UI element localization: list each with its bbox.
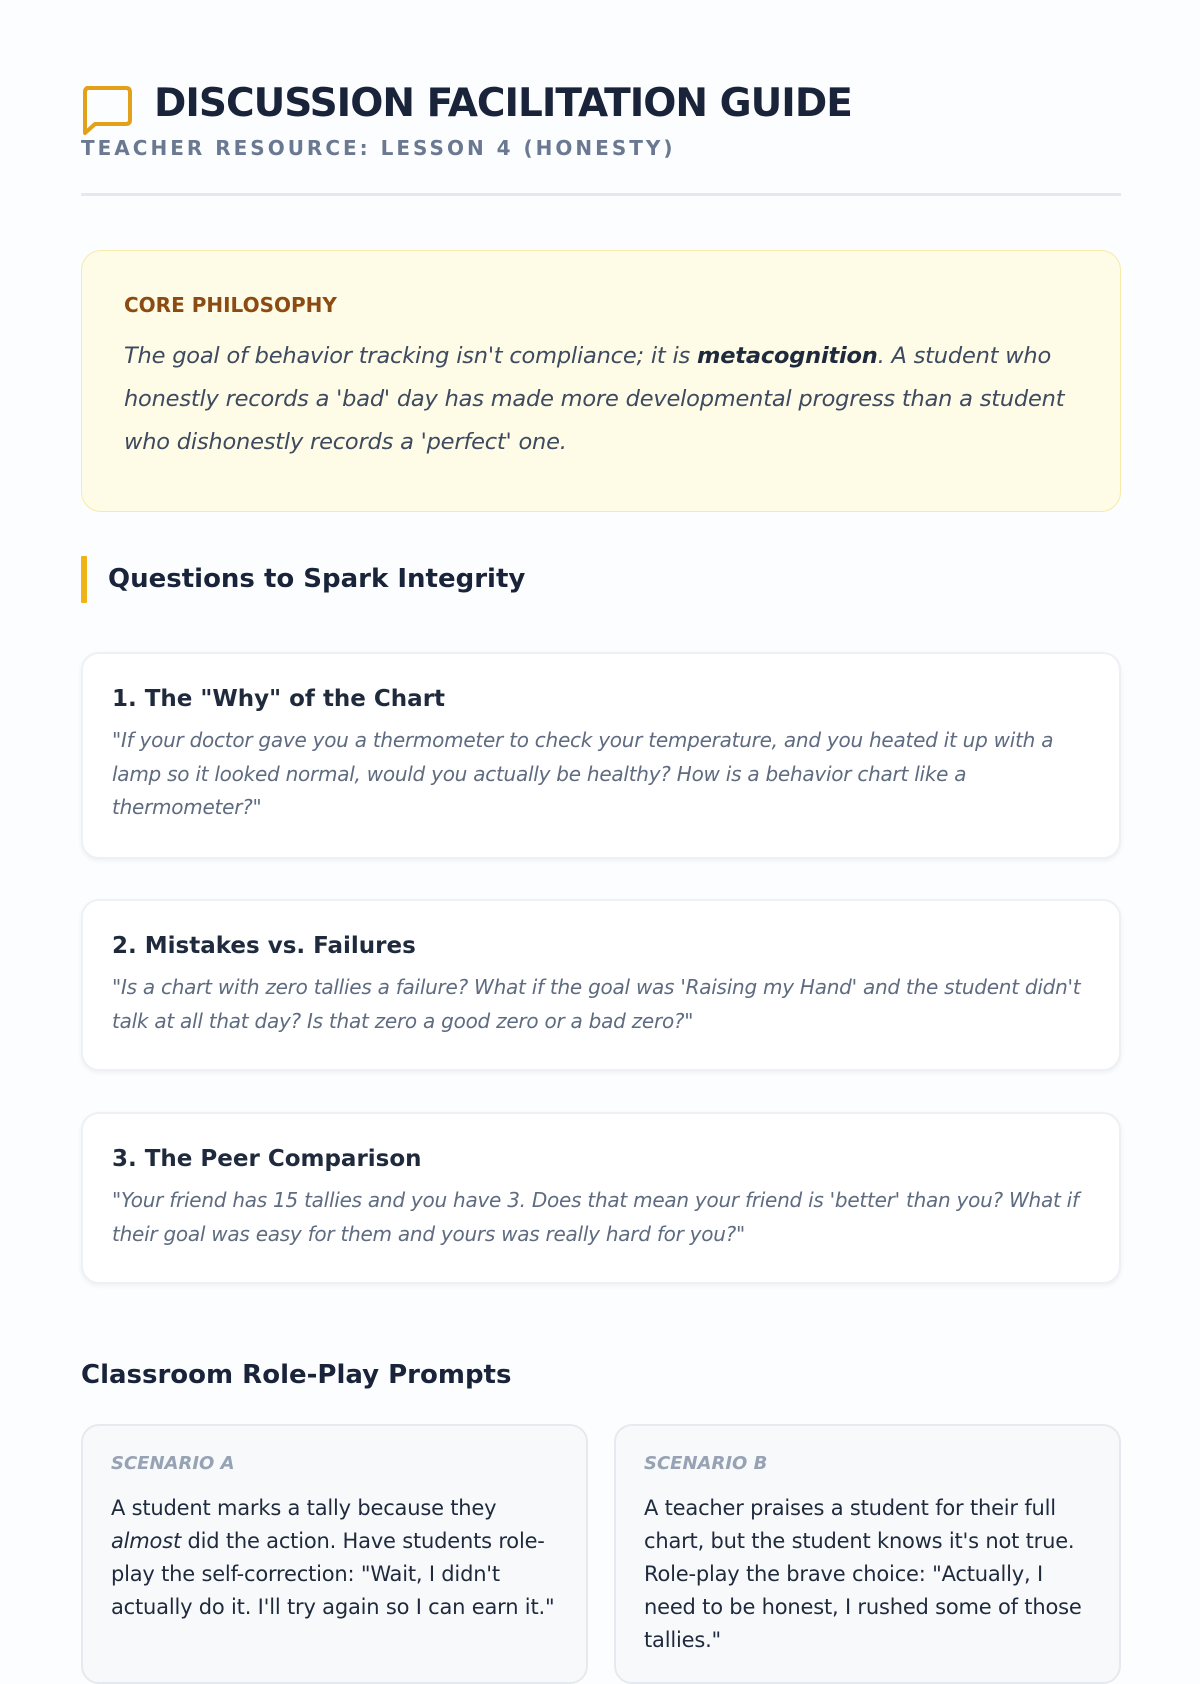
scenario-label: SCENARIO A <box>111 1453 235 1474</box>
scenario-card-b <box>614 1424 1121 1684</box>
page-header <box>81 80 1121 196</box>
question-card-3 <box>81 1112 1121 1284</box>
speech-bubble-icon <box>81 84 133 136</box>
roleplay-section-heading: Classroom Role-Play Prompts <box>81 1360 512 1390</box>
question-text: "If your doctor gave you a thermometer to check your temperature, and you heated it up with a lamp so it looked normal, would you actually be healthy? How is a behavior chart like a thermometer?" <box>112 728 1054 819</box>
callout-text-end: . A student who honestly records a 'bad' day has made more developmental progress than a student who dishonestly records a 'perfect' one. <box>124 343 1065 455</box>
question-text: "Is a chart with zero tallies a failure? What if the goal was 'Raising my Hand' and the student didn't talk at all that day? Is that zero a good zero or a bad zero?" <box>112 975 1081 1033</box>
question-card-2 <box>81 899 1121 1071</box>
page-subtitle: TEACHER RESOURCE: LESSON 4 (HONESTY) <box>81 136 676 160</box>
question-title: 3. The Peer Comparison <box>112 1146 422 1172</box>
callout-label: CORE PHILOSOPHY <box>124 293 337 317</box>
document-page <box>81 80 1121 1652</box>
scenario-emphasis: almost <box>111 1529 181 1553</box>
scenario-text-start: A student marks a tally because they <box>111 1496 497 1520</box>
questions-section-heading: Questions to Spark Integrity <box>81 562 525 596</box>
callout-emphasis: metacognition <box>696 343 878 369</box>
question-title: 2. Mistakes vs. Failures <box>112 933 416 959</box>
question-card-1 <box>81 652 1121 859</box>
question-title: 1. The "Why" of the Chart <box>112 686 446 712</box>
callout-text <box>124 335 1080 464</box>
question-text: "Your friend has 15 tallies and you have 3. Does that mean your friend is 'better' than you? What if their goal was easy for them and yours was really hard for you?" <box>112 1188 1079 1246</box>
core-philosophy-callout <box>81 250 1121 512</box>
scenario-text-end: did the action. Have students role-play the self-correction: "Wait, I didn't actually do it. I'll try again so I can earn it." <box>111 1529 555 1619</box>
scenario-text <box>111 1492 560 1624</box>
page-title: DISCUSSION FACILITATION GUIDE <box>154 81 852 126</box>
scenario-text: A teacher praises a student for their full chart, but the student knows it's not true. Role-play the brave choice: "Actually, I need to be honest, I rushed some of those tallies." <box>644 1496 1082 1652</box>
callout-text-start: The goal of behavior tracking isn't compliance; it is <box>124 343 697 369</box>
scenario-card-a <box>81 1424 588 1684</box>
scenario-label: SCENARIO B <box>644 1453 768 1474</box>
